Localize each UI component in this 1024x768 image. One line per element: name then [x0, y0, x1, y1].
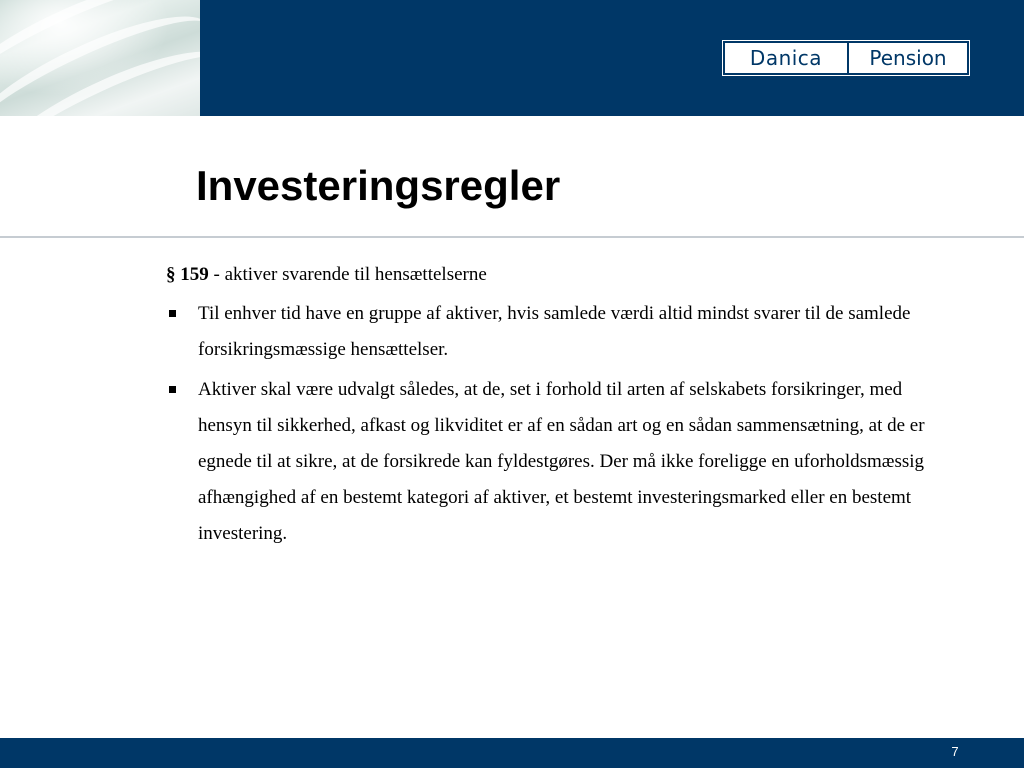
bullet-item	[166, 372, 936, 552]
header-decorative-image	[0, 0, 200, 116]
slide-title: Investeringsregler	[196, 162, 561, 209]
bullet-text: Aktiver skal være udvalgt således, at de, set i forhold til arten af selskabets forsikringer, med hensyn til sikkerhed, afkast og likviditet er af en sådan art og en sådan sammensætning, at de er egnede til at sikre, at de forsikrede kan fyldestgøres. Der må ikke foreligge en uforholdsmæssig afhængighed af en bestemt kategori af aktiver, et bestemt investeringsmarked eller en bestemt investering.	[198, 379, 925, 544]
section-number: § 159	[166, 264, 209, 285]
bullet-item	[166, 296, 936, 368]
square-bullet-icon	[169, 310, 176, 317]
logo-pension-text: Pension	[849, 41, 969, 75]
square-bullet-icon	[169, 386, 176, 393]
danica-pension-logo	[722, 40, 970, 76]
page-number: 7	[951, 744, 959, 759]
footer-band	[0, 738, 1024, 768]
section-heading	[166, 260, 936, 290]
section-text: - aktiver svarende til hensættelserne	[208, 264, 487, 285]
title-divider	[0, 236, 1024, 238]
logo-danica-text: Danica	[723, 41, 849, 75]
slide-body	[166, 260, 936, 556]
bullet-text: Til enhver tid have en gruppe af aktiver, hvis samlede værdi altid mindst svarer til de samlede forsikringsmæssige hensættelser.	[198, 303, 911, 360]
